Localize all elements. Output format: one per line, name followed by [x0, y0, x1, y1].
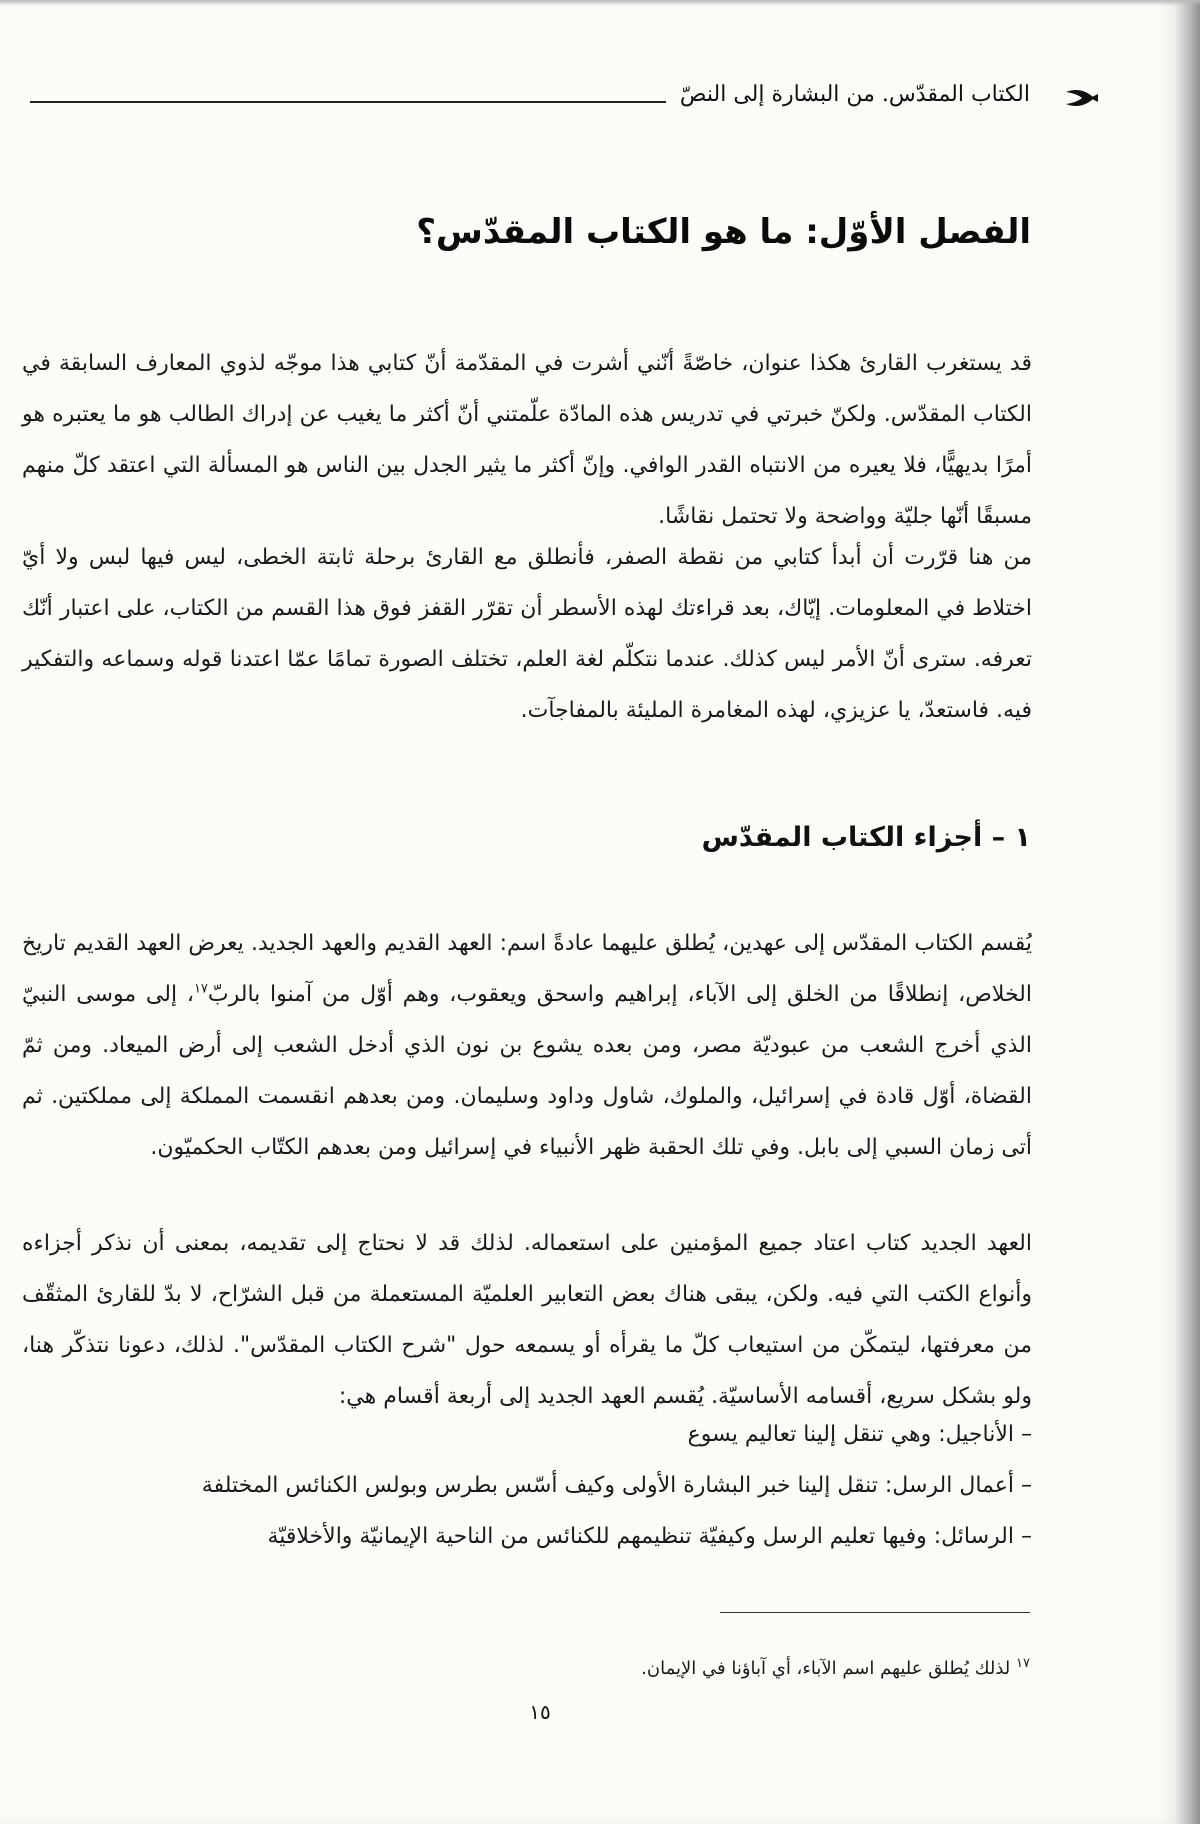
list-item-gospels: – الأناجيل: وهي تنقل إلينا تعاليم يسوع — [687, 1422, 1032, 1447]
section-paragraph-2: العهد الجديد كتاب اعتاد جميع المؤمنين على استعماله. لذلك قد لا نحتاج إلى تقديمه، بمعنى أن نذكر أجزاءه وأنواع الكتب التي فيه. ولكن، يبقى هناك بعض التعابير العلميّة المستعملة من قبل الشرّاح، لا بدّ للقارئ المثقّف من معرفتها، ليتمكّن من استيعاب كلّ ما يقرأه أو يسمعه حول "شرح الكتاب المقدّس". لذلك، دعونا نتذكّر هنا، ولو بشكل سريع، أقسامه الأساسيّة. يُقسم العهد الجديد إلى أربعة أقسام هي: — [22, 1231, 1032, 1409]
ornament-bird-icon — [1060, 78, 1100, 118]
list-item-acts: – أعمال الرسل: تنقل إلينا خبر البشارة الأولى وكيف أسّس بطرس وبولس الكنائس المختلفة — [201, 1473, 1032, 1498]
header-rule — [30, 101, 666, 103]
chapter-title: الفصل الأوّل: ما هو الكتاب المقدّس؟ — [416, 212, 1031, 252]
section-paragraph-1-part-a: يُقسم الكتاب المقدّس إلى عهدين، يُطلق عليهما عادةً اسم: العهد القديم والعهد الجديد. يعرض العهد القديم تاريخ الخلاص، إنطلاقًا من الخلق إلى الآباء، إبراهيم واسحق ويعقوب، وهم أوّل من آمنوا بالربّ — [22, 931, 1032, 1007]
page-number: ١٥ — [529, 1700, 551, 1724]
section-title: ١ – أجزاء الكتاب المقدّس — [701, 822, 1031, 853]
new-testament-parts-list — [22, 1409, 1032, 1562]
intro-paragraph-2: من هنا قرّرت أن أبدأ كتابي من نقطة الصفر، فأنطلق مع القارئ برحلة ثابتة الخطى، ليس فيها لبس ولا أيّ اختلاط في المعلومات. إيّاك، بعد قراءتك لهذه الأسطر أن تقرّر القفز فوق هذا القسم من الكتاب، على اعتبار أنّك تعرفه. سترى أنّ الأمر ليس كذلك. عندما نتكلّم لغة العلم، تختلف الصورة تمامًا عمّا اعتدنا قوله وسماعه والتفكير فيه. فاستعدّ، يا عزيزي، لهذه المغامرة المليئة بالمفاجآت. — [22, 545, 1032, 723]
running-header-title: الكتاب المقدّس. من البشارة إلى النصّ — [679, 82, 1030, 107]
section-paragraph-1 — [22, 918, 1032, 1173]
footnote-number: ١٧ — [1016, 1656, 1030, 1671]
section-paragraph-1-part-b: ، إلى موسى النبيّ الذي أخرج الشعب من عبوديّة مصر، ومن بعده يشوع بن نون الذي أدخل الشعب إلى أرض الميعاد. ومن ثمّ القضاة، أوّل قادة في إسرائيل، والملوك، شاول وداود وسليمان. ومن بعدهم انقسمت المملكة إلى مملكتين. ثم أتى زمان السبي إلى بابل. وفي تلك الحقبة ظهر الأنبياء في إسرائيل ومن بعدهم الكتّاب الحكميّون. — [22, 982, 1032, 1160]
intro-paragraph-1: قد يستغرب القارئ هكذا عنوان، خاصّةً أنّني أشرت في المقدّمة أنّ كتابي هذا موجّه لذوي المعارف السابقة في الكتاب المقدّس. ولكنّ خبرتي في تدريس هذه المادّة علّمتني أنّ أكثر ما يغيب عن إدراك الطالب هو ما يعتبره هو أمرًا بديهيًّا، فلا يعيره من الانتباه القدر الوافي. وإنّ أكثر ما يثير الجدل بين الناس هو المسألة التي اعتقد كلّ منهم مسبقًا أنّها جليّة وواضحة ولا تحتمل نقاشًا. — [22, 351, 1032, 529]
list-item-epistles: – الرسائل: وفيها تعليم الرسل وكيفيّة تنظيمهم للكنائس من الناحية الإيمانيّة والأخلاقيّة — [267, 1524, 1032, 1549]
footnote — [641, 1658, 1030, 1679]
footnote-separator — [720, 1612, 1030, 1613]
footnote-text: لذلك يُطلق عليهم اسم الآباء، أي آباؤنا في الإيمان. — [641, 1658, 1011, 1679]
running-header — [30, 82, 1030, 107]
footnote-reference[interactable]: ١٧ — [193, 981, 208, 997]
